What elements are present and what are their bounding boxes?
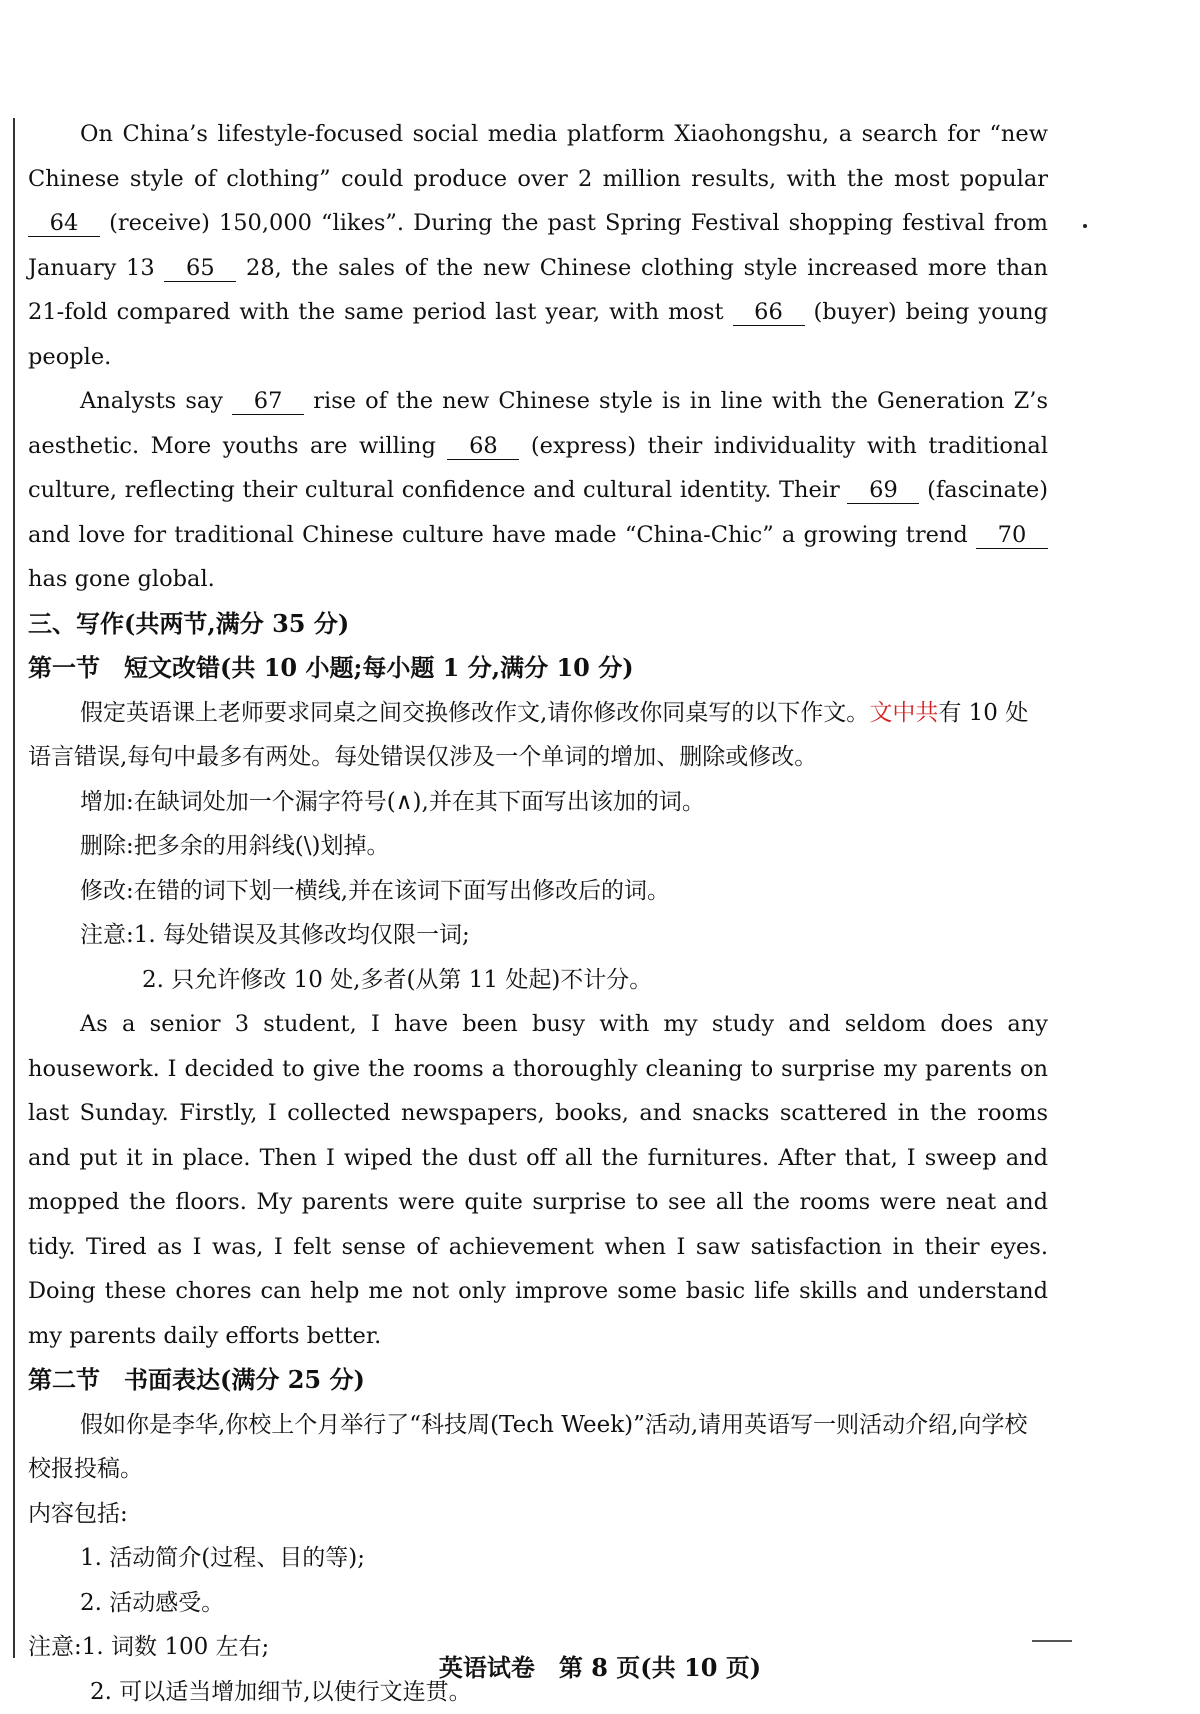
part2-title: 第二节 书面表达(满分 25 分)	[28, 1358, 1048, 1403]
note2-1: 注意:1. 词数 100 左右;	[28, 1625, 1048, 1670]
text-run: On China’s lifestyle-focused social media platform Xiaohongshu, a search for “new Chinese style of clothing” could produce over 2 million results, with the most popular	[28, 121, 1048, 192]
text-run: has gone global.	[28, 566, 215, 592]
note-1: 注意:1. 每处错误及其修改均仅限一词;	[28, 913, 1048, 958]
content-label: 内容包括:	[28, 1492, 1048, 1537]
text-run: 28, the sales of the new Chinese clothing style increased more than 21-fold compared with the same period last year, with most	[28, 255, 1048, 326]
text-run: 假定英语课上老师要求同桌之间交换修改作文,请你修改你同桌写的以下作文。	[80, 700, 869, 726]
part2-prompt: 假如你是李华,你校上个月举行了“科技周(Tech Week)”活动,请用英语写一则活动介绍,向学校校报投稿。	[28, 1403, 1048, 1492]
part1-intro	[28, 691, 1048, 780]
blank-70[interactable]: 70	[976, 522, 1048, 549]
blank-68[interactable]: 68	[447, 433, 519, 460]
text-run: (buyer) being young people.	[28, 299, 1048, 370]
page-content	[28, 112, 1048, 1714]
blank-67[interactable]: 67	[232, 388, 304, 415]
rule-modify: 修改:在错的词下划一横线,并在该词下面写出修改后的词。	[28, 869, 1048, 914]
text-run: rise of the new Chinese style is in line with the Generation Z’s aesthetic. More youths are willing	[28, 388, 1048, 459]
blank-69[interactable]: 69	[847, 477, 919, 504]
text-run: (fascinate) and love for traditional Chinese culture have made “China-Chic” a growing trend	[28, 477, 1048, 548]
text-run: 有 10 处语言错误,每句中最多有两处。每处错误仅涉及一个单词的增加、删除或修改。	[28, 700, 1028, 771]
part1-title: 第一节 短文改错(共 10 小题;每小题 1 分,满分 10 分)	[28, 646, 1048, 691]
note-2: 2. 只允许修改 10 处,多者(从第 11 处起)不计分。	[28, 958, 1048, 1003]
blank-64[interactable]: 64	[28, 210, 100, 237]
content-item-1: 1. 活动简介(过程、目的等);	[28, 1536, 1048, 1581]
text-run: (express) their individuality with traditional culture, reflecting their cultural confidence and cultural identity. Their	[28, 433, 1048, 504]
rule-delete: 删除:把多余的用斜线(\)划掉。	[28, 824, 1048, 869]
highlighted-text: 文中共	[869, 700, 938, 726]
scan-dot	[1083, 224, 1087, 228]
blank-65[interactable]: 65	[164, 255, 236, 282]
error-correction-essay: As a senior 3 student, I have been busy with my study and seldom does any housework. I decided to give the rooms a thoroughly cleaning to surprise my parents on last Sunday. Firstly, I collected newspapers, books, and snacks scattered in the rooms and put it in place. Then I wiped the dust off all the furnitures. After that, I sweep and mopped the floors. My parents were quite surprise to see all the rooms were neat and tidy. Tired as I was, I felt sense of achievement when I saw satisfaction in their eyes. Doing these chores can help me not only improve some basic life skills and understand my parents daily efforts better.	[28, 1002, 1048, 1358]
content-item-2: 2. 活动感受。	[28, 1581, 1048, 1626]
note2-2: 2. 可以适当增加细节,以使行文连贯。	[28, 1670, 1048, 1714]
rule-add: 增加:在缺词处加一个漏字符号(∧),并在其下面写出该加的词。	[28, 780, 1048, 825]
margin-line	[13, 118, 15, 1658]
grammar-paragraph-1	[28, 112, 1048, 379]
blank-66[interactable]: 66	[733, 299, 805, 326]
text-run: Analysts say	[80, 388, 223, 414]
text-run: (receive) 150,000 “likes”. During the past Spring Festival shopping festival from January 13	[28, 210, 1048, 281]
section-title: 三、写作(共两节,满分 35 分)	[28, 602, 1048, 647]
grammar-paragraph-2	[28, 379, 1048, 602]
page-footer: 英语试卷 第 8 页(共 10 页)	[0, 1648, 1200, 1683]
